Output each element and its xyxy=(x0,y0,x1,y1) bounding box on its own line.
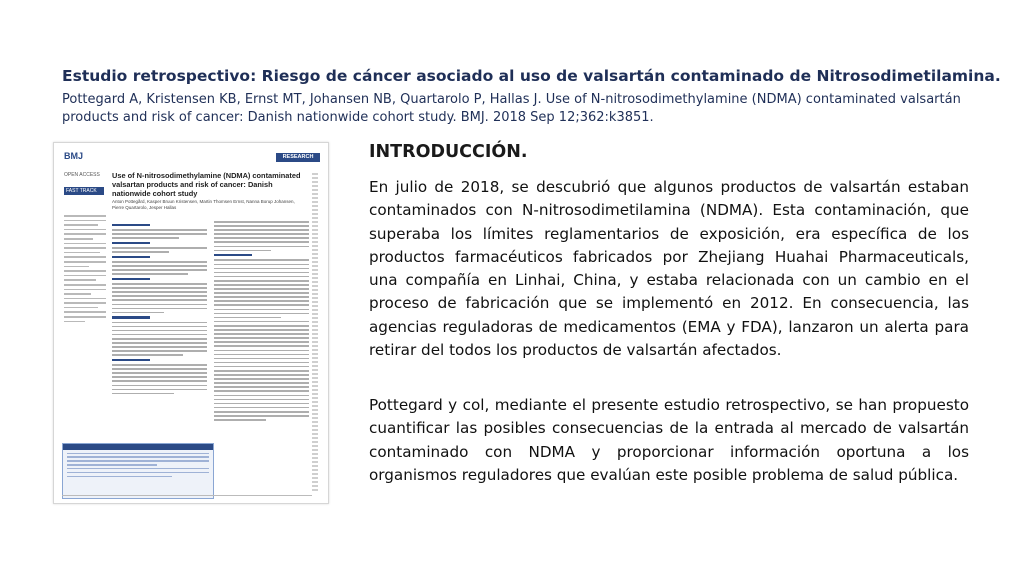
paper-title: Use of N-nitrosodimethylamine (NDMA) contaminated valsartan products and risk of cancer: Danish nationwide cohort study xyxy=(112,171,301,198)
research-badge: RESEARCH xyxy=(276,153,320,162)
what-is-known-box xyxy=(62,443,214,499)
slide-title: Estudio retrospectivo: Riesgo de cáncer asociado al uso de valsartán contaminado de Nitrosodimetilamina. xyxy=(62,67,1001,85)
paper-authors: Anton Pottegård, Kasper Bruun Kristensen, Martin Thomsen Ernst, Nanna Borup Johansen, Pierre Quartarolo, Jesper Hallas xyxy=(112,199,295,210)
fast-track-label: FAST TRACK xyxy=(64,187,104,195)
body-column xyxy=(214,221,309,471)
intro-paragraph-1: En julio de 2018, se descubrió que algunos productos de valsartán estaban contaminados con N-nitrosodimetilamina (NDMA). Esta contaminación, que superaba los límites reglamentarios de exposición, era específica de los productos farmacéuticos fabricados por Zhejiang Huahai Pharmaceuticals, una compañía en Linhai, China, y estaba relacionada con un cambio en el proceso de fabricación que se implementó en 2012. En consecuencia, las agencias reguladoras de medicamentos (EMA y FDA), lanzaron un alerta para retirar del todos los productos de valsartán afectados. xyxy=(369,178,969,360)
intro-paragraph-2: Pottegard y col, mediante el presente estudio retrospectivo, se han propuesto cuantificar las posibles consecuencias de la entrada al mercado de valsartán contaminado con NDMA y proporcionar información oportuna a los organismos reguladores que evalúan este posible problema de salud pública. xyxy=(369,396,969,484)
journal-logo: BMJ xyxy=(64,151,84,161)
page-footer-rule xyxy=(62,495,312,496)
vertical-citation-strip xyxy=(312,173,318,493)
affiliations-block xyxy=(64,215,106,450)
intro-heading: INTRODUCCIÓN. xyxy=(369,142,528,162)
abstract-column xyxy=(112,221,207,471)
citation: Pottegard A, Kristensen KB, Ernst MT, Johansen NB, Quartarolo P, Hallas J. Use of N-nitrosodimethylamine (NDMA) contaminated valsartán products and risk of cancer: Danish nationwide cohort study. BMJ. 2018 Sep 12;362:k3851. xyxy=(62,92,961,125)
open-access-label: OPEN ACCESS xyxy=(64,172,100,178)
paper-thumbnail xyxy=(53,142,329,504)
